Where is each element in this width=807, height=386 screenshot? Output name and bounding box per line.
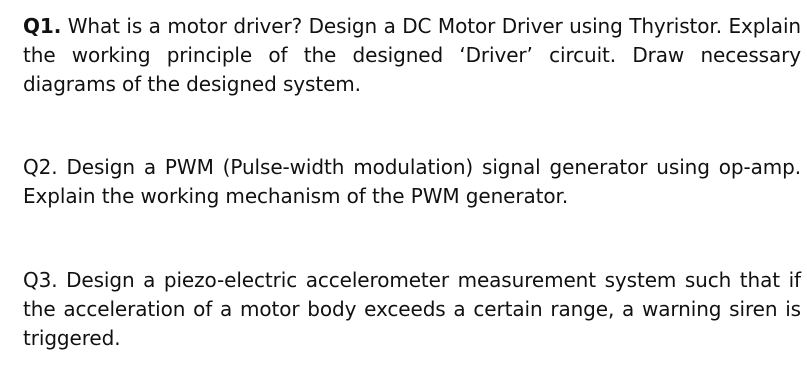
question-2 [23,153,801,211]
question-3-number: Q3. [23,268,58,292]
question-1 [23,12,801,99]
question-3 [23,266,801,353]
question-3-text: Design a piezo-electric accelerometer measurement system such that if the acceleration of a motor body exceeds a certain range, a warning siren is triggered. [23,268,801,350]
question-1-text: What is a motor driver? Design a DC Motor Driver using Thyristor. Explain the working principle of the designed ‘Driver’ circuit. Draw necessary diagrams of the designed system. [23,14,801,96]
question-2-text: Design a PWM (Pulse-width modulation) signal generator using op-amp. Explain the working mechanism of the PWM generator. [23,155,802,208]
question-1-number: Q1. [23,14,62,38]
question-2-number: Q2. [23,155,58,179]
